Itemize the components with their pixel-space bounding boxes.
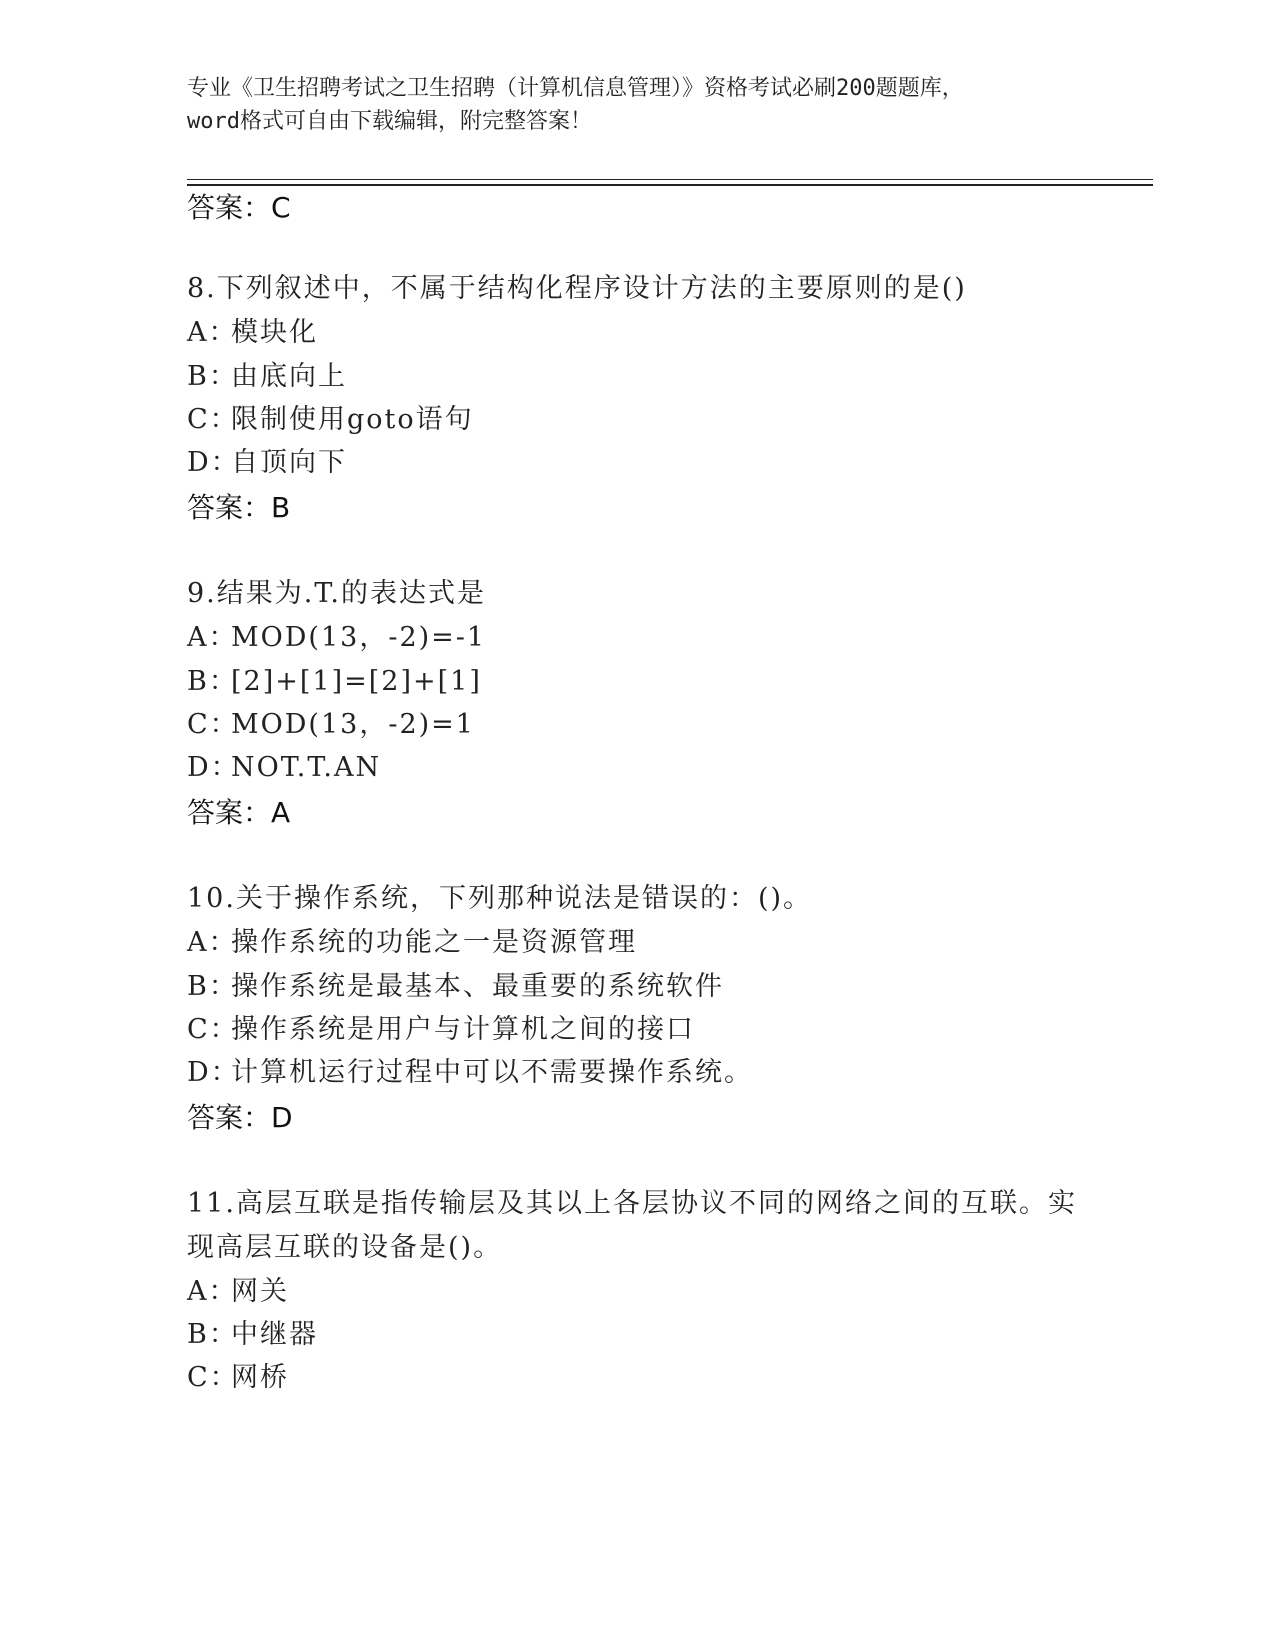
header-line-2: word格式可自由下载编辑，附完整答案！ [187, 109, 592, 134]
header-line-1: 专业《卫生招聘考试之卫生招聘（计算机信息管理）》资格考试必刷200题题库， [187, 76, 964, 101]
header-divider-thin [187, 179, 1153, 180]
question-8-option-a: A：模块化 [187, 317, 318, 348]
document-header [187, 72, 1087, 138]
question-9-option-d: D：NOT.T.AN [187, 752, 382, 783]
question-11-stem-line-1: 11.高层互联是指传输层及其以上各层协议不同的网络之间的互联。实 [187, 1188, 1077, 1219]
question-11-stem-line-2: 现高层互联的设备是()。 [187, 1232, 503, 1263]
question-9-option-b: B：[2]+[1]=[2]+[1] [187, 666, 482, 697]
question-11-option-c: C：网桥 [187, 1362, 289, 1393]
question-10-stem: 10.关于操作系统，下列那种说法是错误的：()。 [187, 883, 813, 914]
question-10-option-c: C：操作系统是用户与计算机之间的接口 [187, 1014, 695, 1045]
question-8-option-b: B：由底向上 [187, 361, 347, 392]
question-10-option-a: A：操作系统的功能之一是资源管理 [187, 927, 637, 958]
question-9-stem: 9.结果为.T.的表达式是 [187, 578, 486, 609]
answer-prev: 答案：C [187, 191, 291, 224]
question-11-option-b: B：中继器 [187, 1319, 318, 1350]
question-11-option-a: A：网关 [187, 1276, 289, 1307]
question-8-answer: 答案：B [187, 491, 291, 524]
question-9-option-c: C：MOD(13，-2)=1 [187, 709, 475, 740]
question-9-option-a: A：MOD(13，-2)=-1 [187, 622, 487, 653]
header-divider-thick [187, 184, 1153, 186]
question-10-answer: 答案：D [187, 1101, 293, 1134]
question-8-option-c: C：限制使用goto语句 [187, 404, 474, 435]
question-8-option-d: D：自顶向下 [187, 447, 347, 478]
question-8-stem: 8.下列叙述中，不属于结构化程序设计方法的主要原则的是() [187, 273, 967, 304]
question-10-option-b: B：操作系统是最基本、最重要的系统软件 [187, 971, 724, 1002]
question-10-option-d: D：计算机运行过程中可以不需要操作系统。 [187, 1057, 753, 1088]
question-9-answer: 答案：A [187, 796, 291, 829]
